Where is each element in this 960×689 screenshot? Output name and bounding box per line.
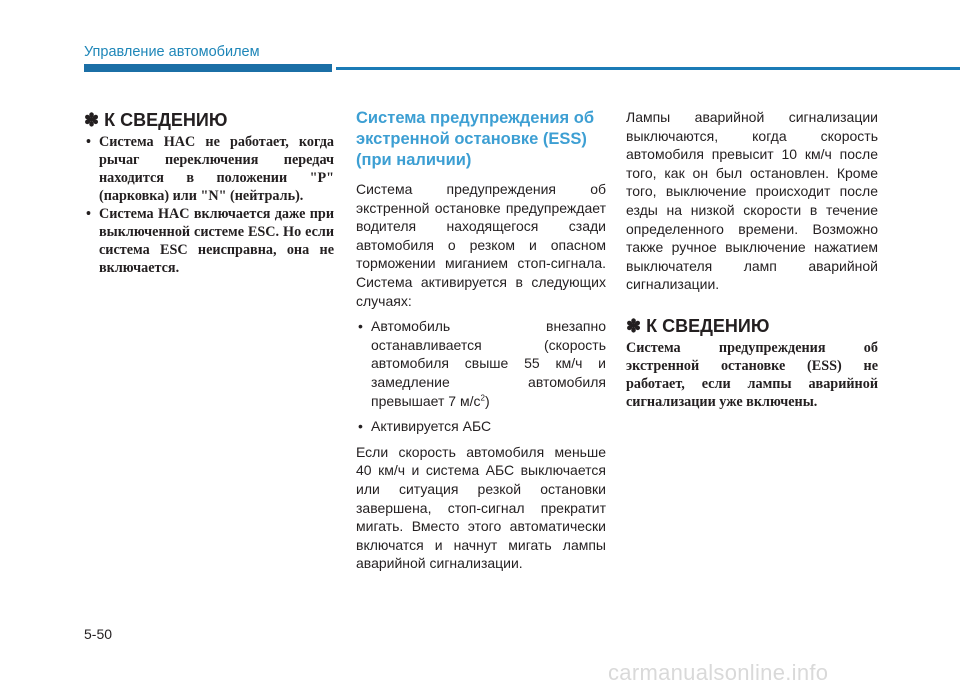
list-item-text: Активируется АБС [371, 418, 492, 435]
bullet-icon: • [86, 206, 91, 222]
list-item-text: Система HAC включается даже при выключенной системе ESC. Но если система ESC неисправна, она не включается. [99, 206, 334, 276]
left-note-heading [84, 108, 334, 132]
superscript: 2 [480, 392, 485, 402]
asterisk-icon: ✽ [84, 110, 100, 130]
right-column [626, 108, 878, 411]
ess-paragraph-3: Лампы аварийной сигнализации выключаются, когда скорость автомобиля превысит 10 км/ч после того, как он был остановлен. Кроме того, выключение происходит после езды на низкой скорости в течение определенного времени. Возможно также ручное выключение нажатием выключателя ламп аварийной сигнализации. [626, 109, 878, 293]
list-item [356, 417, 606, 436]
header-bar-dark [84, 64, 332, 72]
right-note-text: Система предупреждения об экстренной остановке (ESS) не работает, если лампы аварийной сигнализации уже включены. [626, 339, 878, 410]
ess-intro-paragraph: Система предупреждения об экстренной остановке предупреждает водителя находящегося сзади автомобиля о резком и опасном торможении миганием стоп-сигнала. Система активируется в следующих случаях: [356, 181, 606, 309]
watermark: carmanualsonline.info [608, 660, 829, 685]
list-item-tail: ) [484, 392, 490, 409]
page-number: 5-50 [84, 626, 113, 642]
left-column [84, 108, 334, 277]
bullet-icon: • [358, 318, 363, 335]
list-item [356, 317, 606, 410]
list-item [84, 205, 334, 277]
right-note-heading [626, 314, 878, 338]
page-header-title: Управление автомобилем [84, 44, 260, 60]
list-item [84, 133, 334, 205]
ess-conditions-list [356, 317, 606, 436]
header-bar-light [336, 67, 960, 70]
middle-column [356, 108, 606, 573]
list-item-text: Система HAC не работает, когда рычаг переключения передач находится в положении "P" (парковка) или "N" (нейтраль). [99, 134, 334, 204]
right-note-heading-text: К СВЕДЕНИЮ [646, 315, 770, 336]
asterisk-icon: ✽ [626, 315, 642, 336]
ess-paragraph-2: Если скорость автомобиля меньше 40 км/ч и система АБС выключается или ситуация резкой остановки завершена, стоп-сигнал прекратит мигать. Вместо этого автоматически включатся и начнут мигать лампы аварийной сигнализации. [356, 443, 606, 572]
bullet-icon: • [86, 134, 91, 150]
ess-section-title: Система предупреждения об экстренной остановке (ESS) (при наличии) [356, 109, 595, 169]
left-note-heading-text: К СВЕДЕНИЮ [104, 110, 228, 130]
list-item-text: Автомобиль внезапно останавливается (скорость автомобиля свыше 55 км/ч и замедление автомобиля превышает 7 м/с [371, 318, 606, 409]
left-note-list [84, 133, 334, 277]
bullet-icon: • [358, 418, 363, 435]
